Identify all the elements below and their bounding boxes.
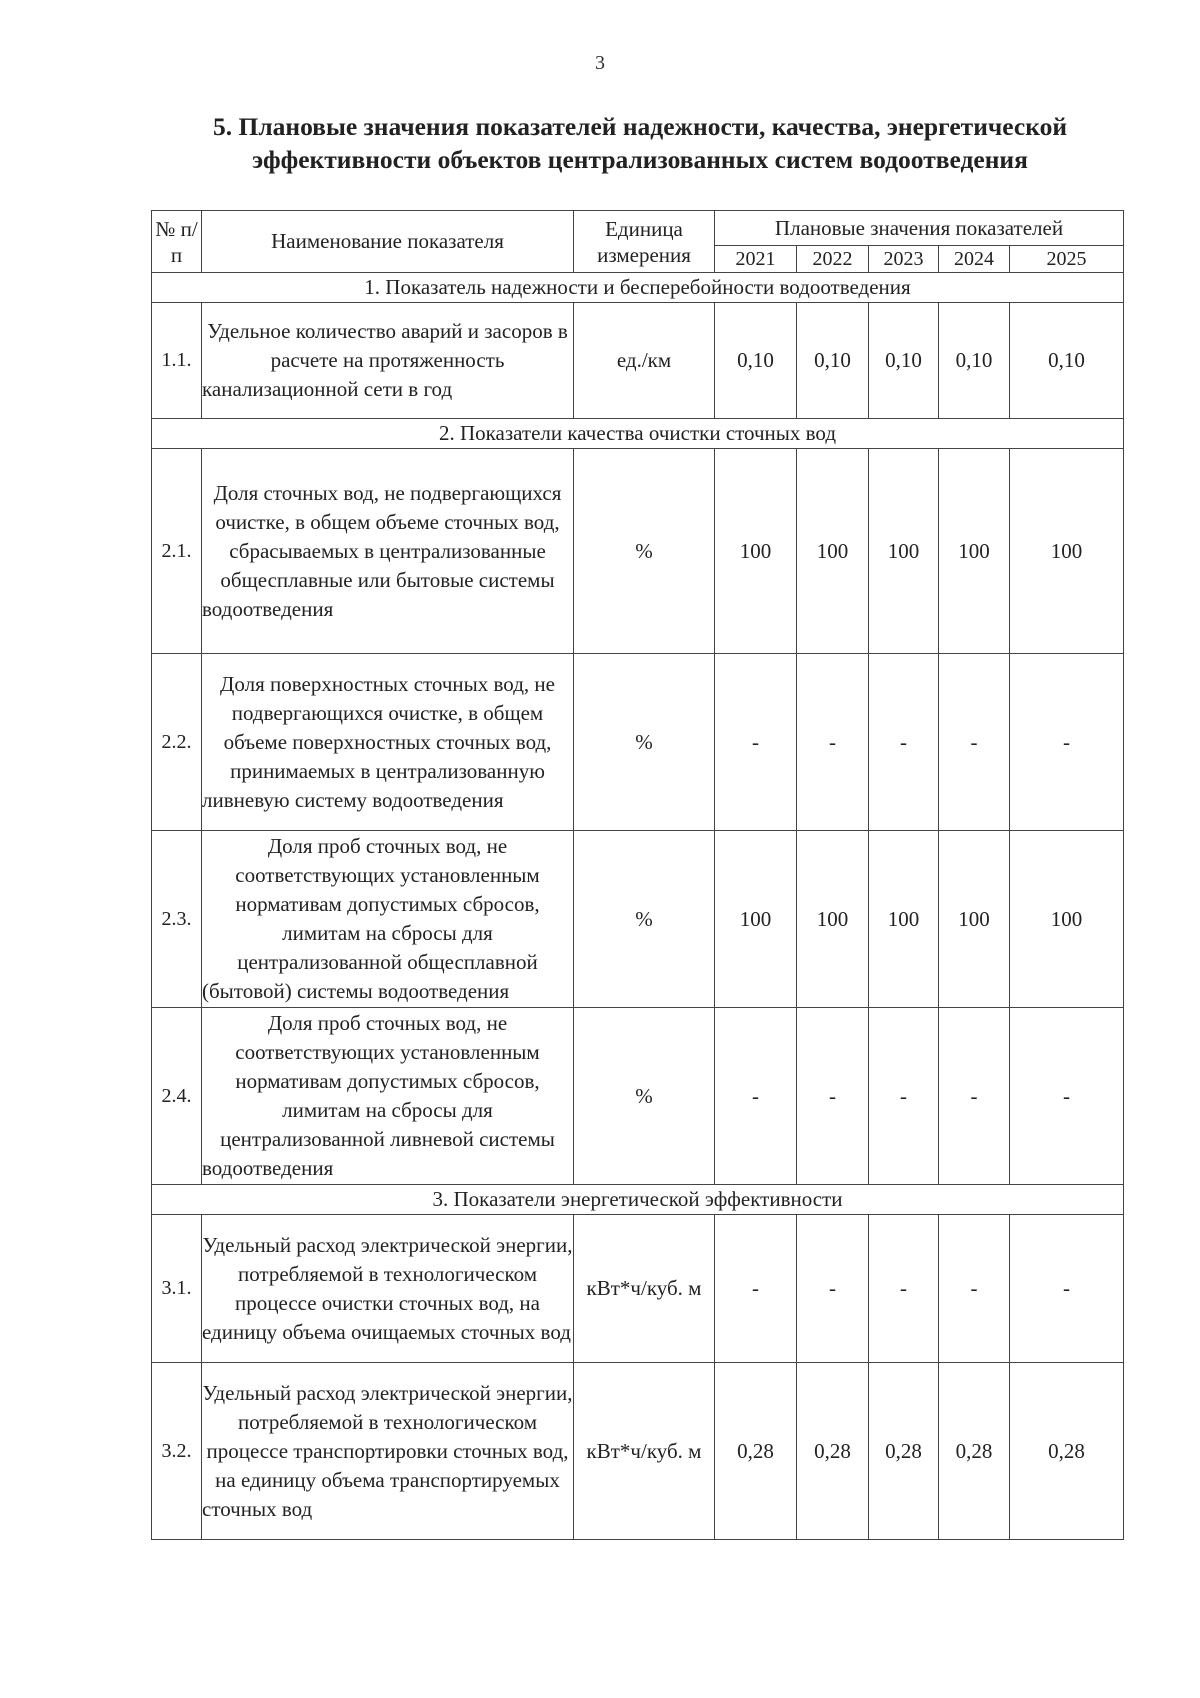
value-cell: -	[797, 654, 869, 831]
value-cell: -	[939, 654, 1010, 831]
unit-cell: %	[574, 1008, 715, 1185]
table-row	[152, 303, 1124, 419]
section-title: 1. Показатель надежности и бесперебойности водоотведения	[152, 273, 1124, 303]
header-num: № п/п	[152, 211, 202, 273]
value-cell: 100	[715, 449, 797, 654]
row-number: 3.2.	[152, 1363, 202, 1540]
header-year: 2024	[939, 246, 1010, 273]
section-row	[152, 1185, 1124, 1215]
section-row	[152, 419, 1124, 449]
header-year: 2022	[797, 246, 869, 273]
value-cell: -	[715, 654, 797, 831]
indicator-name: Удельное количество аварий и засоров в расчете на протяженность канализационной сети в год	[202, 303, 574, 419]
value-cell: 100	[939, 831, 1010, 1008]
value-cell: -	[1010, 654, 1124, 831]
value-cell: -	[869, 1008, 939, 1185]
value-cell: 100	[715, 831, 797, 1008]
document-title: 5. Плановые значения показателей надежности, качества, энергетической эффективности объектов централизованных систем водоотведения	[212, 112, 1068, 174]
table-row	[152, 449, 1124, 654]
row-number: 2.4.	[152, 1008, 202, 1185]
value-cell: 0,28	[715, 1363, 797, 1540]
value-cell: -	[1010, 1215, 1124, 1363]
indicators-table	[151, 210, 1124, 1540]
row-number: 2.3.	[152, 831, 202, 1008]
unit-cell: %	[574, 654, 715, 831]
value-cell: 0,10	[1010, 303, 1124, 419]
value-cell: 100	[797, 449, 869, 654]
indicator-name: Удельный расход электрической энергии, потребляемой в технологическом процессе транспортировки сточных вод, на единицу объема транспортируемых сточных вод	[202, 1363, 574, 1540]
indicator-name: Доля сточных вод, не подвергающихся очистке, в общем объеме сточных вод, сбрасываемых в централизованные общесплавные или бытовые системы водоотведения	[202, 449, 574, 654]
value-cell: 100	[797, 831, 869, 1008]
value-cell: -	[939, 1215, 1010, 1363]
value-cell: -	[797, 1215, 869, 1363]
value-cell: 100	[1010, 449, 1124, 654]
header-year: 2025	[1010, 246, 1124, 273]
unit-cell: ед./км	[574, 303, 715, 419]
header-name: Наименование показателя	[202, 211, 574, 273]
value-cell: 0,10	[715, 303, 797, 419]
row-number: 3.1.	[152, 1215, 202, 1363]
value-cell: -	[939, 1008, 1010, 1185]
value-cell: 0,28	[1010, 1363, 1124, 1540]
value-cell: 0,28	[939, 1363, 1010, 1540]
table-row	[152, 831, 1124, 1008]
page-number: 3	[595, 52, 605, 74]
header-row	[152, 211, 1124, 246]
indicator-name: Доля поверхностных сточных вод, не подвергающихся очистке, в общем объеме поверхностных сточных вод, принимаемых в централизованную ливневую систему водоотведения	[202, 654, 574, 831]
value-cell: -	[869, 654, 939, 831]
row-number: 2.2.	[152, 654, 202, 831]
unit-cell: кВт*ч/куб. м	[574, 1215, 715, 1363]
unit-cell: %	[574, 449, 715, 654]
section-title: 3. Показатели энергетической эффективности	[152, 1185, 1124, 1215]
indicator-name: Доля проб сточных вод, не соответствующих установленным нормативам допустимых сбросов, лимитам на сбросы для централизованной ливневой системы водоотведения	[202, 1008, 574, 1185]
value-cell: 0,10	[797, 303, 869, 419]
header-unit: Единица измерения	[574, 211, 715, 273]
value-cell: 100	[1010, 831, 1124, 1008]
value-cell: -	[1010, 1008, 1124, 1185]
value-cell: -	[715, 1215, 797, 1363]
unit-cell: %	[574, 831, 715, 1008]
indicator-name: Удельный расход электрической энергии, потребляемой в технологическом процессе очистки сточных вод, на единицу объема очищаемых сточных вод	[202, 1215, 574, 1363]
value-cell: 0,28	[869, 1363, 939, 1540]
value-cell: 100	[869, 449, 939, 654]
value-cell: -	[797, 1008, 869, 1185]
unit-cell: кВт*ч/куб. м	[574, 1363, 715, 1540]
section-title: 2. Показатели качества очистки сточных вод	[152, 419, 1124, 449]
value-cell: -	[715, 1008, 797, 1185]
value-cell: 100	[939, 449, 1010, 654]
table-row	[152, 654, 1124, 831]
value-cell: 0,10	[939, 303, 1010, 419]
row-number: 1.1.	[152, 303, 202, 419]
table-row	[152, 1008, 1124, 1185]
header-year: 2021	[715, 246, 797, 273]
value-cell: 0,28	[797, 1363, 869, 1540]
indicator-name: Доля проб сточных вод, не соответствующих установленным нормативам допустимых сбросов, лимитам на сбросы для централизованной общесплавной (бытовой) системы водоотведения	[202, 831, 574, 1008]
row-number: 2.1.	[152, 449, 202, 654]
table-row	[152, 1215, 1124, 1363]
value-cell: 0,10	[869, 303, 939, 419]
table-row	[152, 1363, 1124, 1540]
header-planned-values: Плановые значения показателей	[715, 211, 1124, 246]
header-year: 2023	[869, 246, 939, 273]
section-row	[152, 273, 1124, 303]
value-cell: 100	[869, 831, 939, 1008]
value-cell: -	[869, 1215, 939, 1363]
